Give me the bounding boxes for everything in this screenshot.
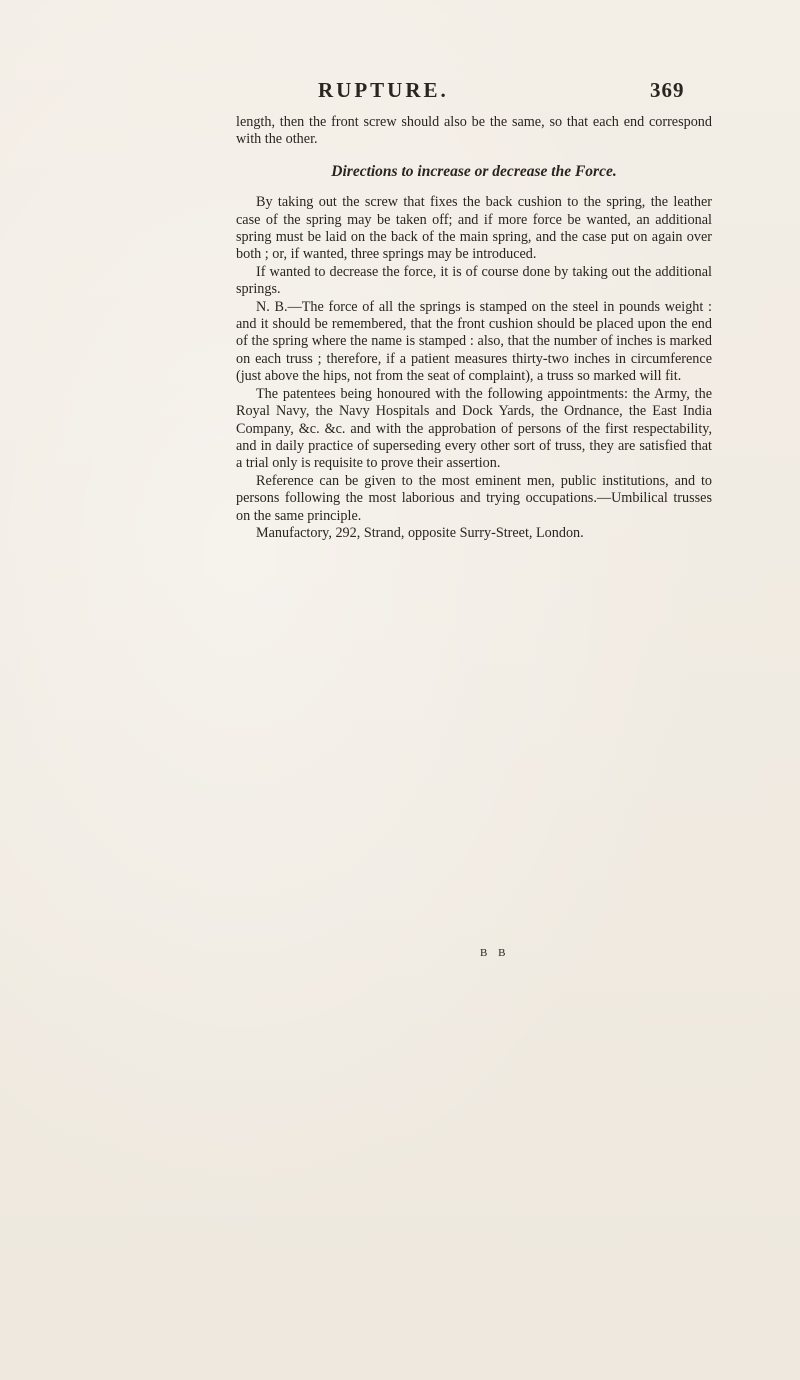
paragraph-manufactory: Manufactory, 292, Strand, opposite Surry-Street, London. — [256, 524, 584, 541]
section-heading: Directions to increase or decrease the Force. — [331, 162, 617, 180]
paragraph-continuation: length, then the front screw should also be the same, so that each end correspond with the other. — [236, 114, 712, 148]
running-title: RUPTURE. — [318, 78, 449, 102]
paragraph-appointments: The patentees being honoured with the following appointments: the Army, the Royal Navy, the Navy Hospitals and Dock Yards, the Ordnance, the East India Company, &c. &c. and with the approbation of persons of the first respectability, and in daily practice of superseding every other sort of truss, they are satisfied that a trial only is requisite to prove their assertion. — [236, 385, 712, 472]
body-text — [236, 114, 712, 542]
signature-mark: B B — [480, 947, 510, 959]
paragraph-reference: Reference can be given to the most eminent men, public institutions, and to persons following the most laborious and trying occupations.—Umbilical trusses on the same principle. — [236, 472, 712, 524]
running-head — [0, 78, 800, 108]
page-number: 369 — [650, 78, 685, 102]
paragraph-increase-force: By taking out the screw that fixes the back cushion to the spring, the leather case of the spring may be taken off; and if more force be wanted, an additional spring must be laid on the back of the main spring, and the case put on again over both ; or, if wanted, three springs may be introduced. — [236, 194, 712, 263]
paragraph-decrease-force: If wanted to decrease the force, it is of course done by taking out the additional springs. — [236, 263, 712, 298]
paragraph-nota-bene: N. B.—The force of all the springs is stamped on the steel in pounds weight : and it should be remembered, that the front cushion should be placed upon the end of the spring where the name is stamped : also, that the number of inches is marked on each truss ; therefore, if a patient measures thirty-two inches in circumference (just above the hips, not from the seat of complaint), a truss so marked will fit. — [236, 298, 712, 385]
